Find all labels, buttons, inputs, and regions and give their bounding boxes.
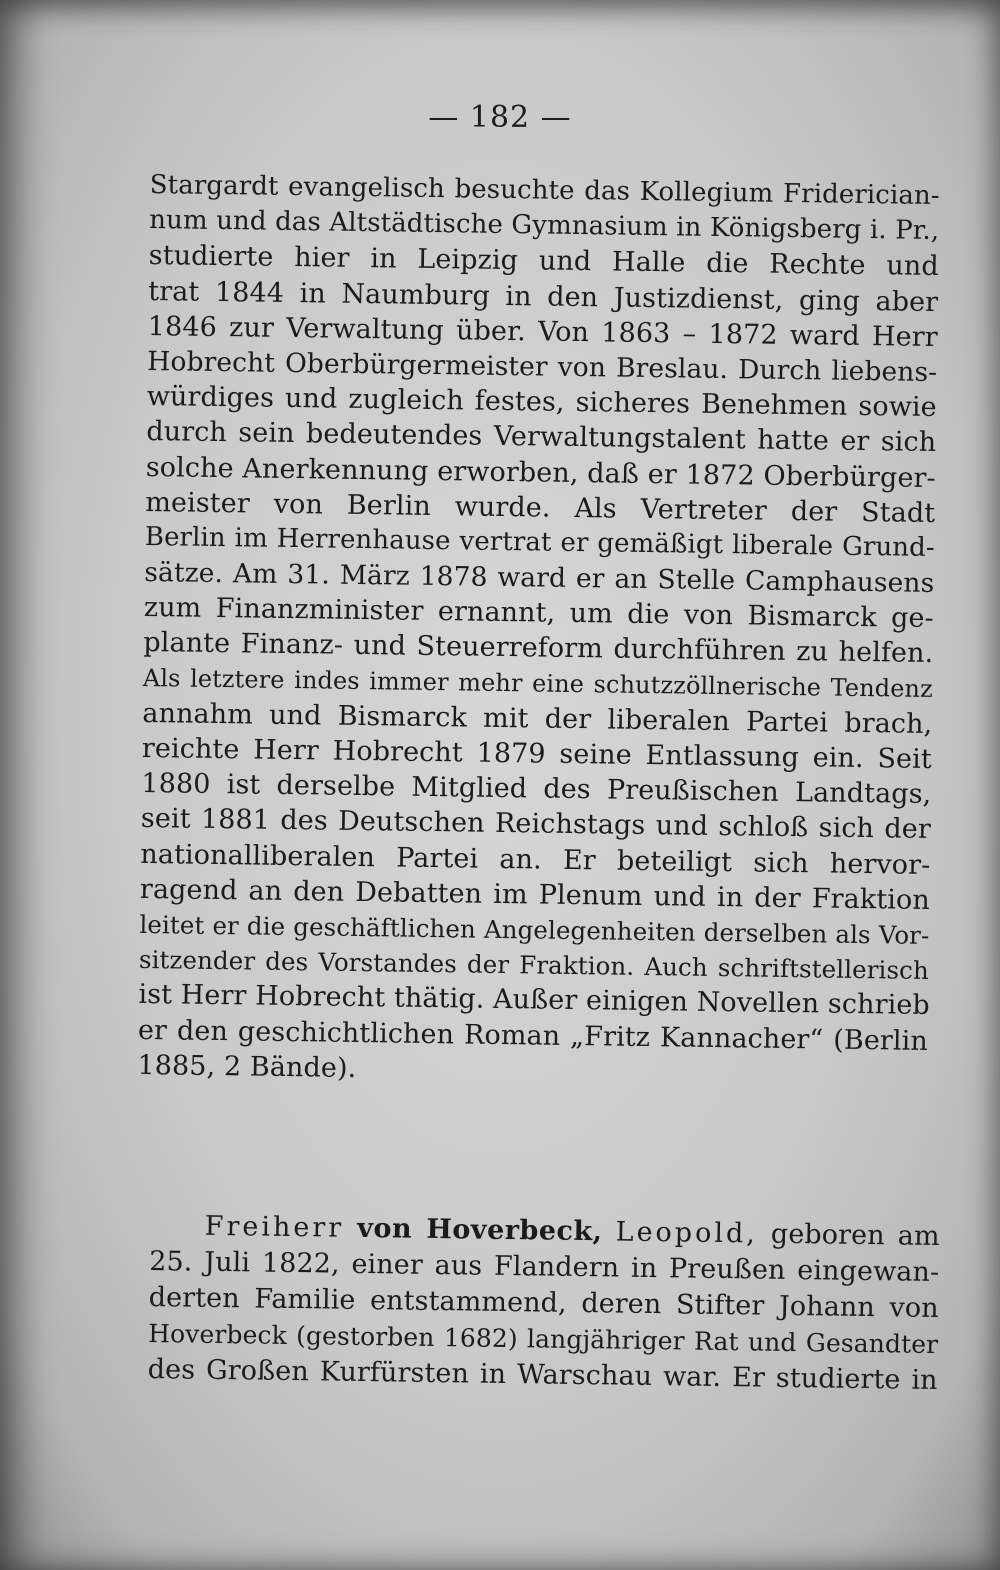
text-line: 1846 zur Verwaltung über. Von 1863 – 1872 ward Herr [147,310,938,353]
text-line: Berlin im Herrenhause vertrat er gemäßigt liberale Grund- [144,521,935,563]
text-line: zum Finanzminister ernannt, um die von Bismarck ge- [143,592,934,635]
entry-rest: geboren am [770,1218,940,1253]
text-line: sätze. Am 31. März 1878 ward er an Stelle Camphausens [144,557,935,600]
text-line: sitzender des Vorstandes der Fraktion. Auch schriftstellerisch [138,945,930,986]
text-line: er den geschichtlichen Roman „Fritz Kannacher“ (Berlin [137,1014,929,1057]
text-line: Hobrecht Oberbürgermeister von Breslau. Durch liebens- [147,345,938,388]
paragraph-hoverbeck [147,1208,939,1399]
text-line: würdiges und zugleich festes, sicheres Benehmen sowie [146,381,937,424]
text-line: 1880 ist derselbe Mitglied des Preußischen Landtags, [141,768,932,811]
text-line: Als letztere indes immer mehr eine schutzzöllnerische Tendenz [142,663,934,703]
text-line: Stargardt evangelisch besuchte das Kollegium Friderician- [149,169,940,212]
entry-given-name: Leopold, [615,1216,759,1250]
text-line: plante Finanz- und Steuerreform durchführen zu helfen. [143,627,934,670]
entry-name: von Hoverbeck, [357,1212,603,1248]
text-line: annahm und Bismarck mit der liberalen Partei brach, [142,697,933,740]
text-line: 25. Juli 1822, einer aus Flandern in Preußen eingewan- [149,1245,940,1289]
text-line: des Großen Kurfürsten in Warschau war. Er studierte in [147,1353,938,1397]
text-line: solche Anerkennung erworben, daß er 1872 Oberbürger- [145,451,936,494]
text-line: ist Herr Hobrecht thätig. Außer einigen Novellen schrieb [138,979,931,1022]
text-line: seit 1881 des Deutschen Reichstags und schloß sich der [140,803,932,846]
text-line: studierte hier in Leipzig und Halle die Rechte und [148,240,939,283]
text-line: nationalliberalen Partei an. Er beteiligt sich hervor- [140,838,931,881]
text-line: reichte Herr Hobrecht 1879 seine Entlassung ein. Seit [141,732,933,775]
page-number: — 182 — [428,100,572,135]
text-line: derten Familie entstammend, deren Stifter Johann von [148,1281,939,1325]
text-line: Hoverbeck (gestorben 1682) langjähriger Rat und Gesandter [148,1318,939,1360]
text-line: num und das Altstädtische Gymnasium in Königsberg i. Pr., [149,205,940,247]
entry-prefix: Freiherr [204,1210,345,1244]
text-line: ragend an den Debatten im Plenum und in der Fraktion [139,873,931,916]
text-line: durch sein bedeutendes Verwaltungstalent hatte er sich [146,416,937,459]
text-line: meister von Berlin wurde. Als Vertreter der Stadt [145,486,936,529]
paragraph-hobrecht [137,168,940,1094]
text-line: leitet er die geschäftlichen Angelegenheiten derselben als Vor- [139,909,930,950]
text-line: trat 1844 in Naumburg in den Justizdienst, ging aber [148,275,939,318]
text-line: 1885, 2 Bände). [137,1049,357,1084]
